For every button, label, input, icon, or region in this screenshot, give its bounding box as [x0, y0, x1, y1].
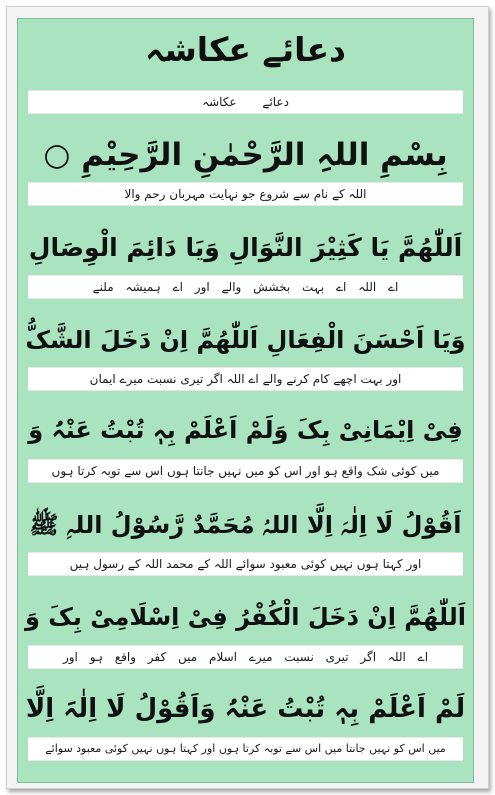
arabic-line-3: وَیَا اَحْسَنَ الْفِعَالِ اَللّٰھُمَّ اِنْ دَخَلَ الشَّکُّ	[25, 326, 466, 354]
translation-line-5: اور کہتا ہوں نہیں کوئی معبود سوائے اللہ کے محمد اللہ کے رسول ہیں	[28, 552, 463, 576]
translation-line-0: دعائے عکاشہ	[28, 90, 463, 114]
arabic-line-1: بِسْمِ اللہِ الرَّحْمٰنِ الرَّحِیْمِ ○	[43, 137, 448, 173]
translation-line-3: اور بہت اچھے کام کرنے والے اے اللہ اگر تیری نسبت میرے ایمان	[28, 367, 463, 391]
translation-line-1: اللہ کے نام سے شروع جو نہایت مہربان رحم والا	[28, 182, 463, 206]
translation-line-7: میں اس کو نہیں جانتا میں اس سے توبہ کرتا ہوں اور کہتا ہوں نہیں کوئی معبود سوائے	[28, 737, 463, 761]
arabic-line-4: فِیْ اِیْمَانِیْ بِکَ وَلَمْ اَعْلَمْ بِہٖ تُبْتُ عَنْہُ وَ	[28, 416, 463, 444]
arabic-line-7: لَمْ اَعْلَمْ بِہٖ تُبْتُ عَنْہُ وَاَقُوْلُ لَا اِلٰہَ اِلَّا	[25, 694, 466, 724]
arabic-line-5: اَقُوْلُ لَا اِلٰہَ اِلَّا اللہُ مُحَمَّدٌ رَّسُوْلُ اللہِ ﷺ	[29, 511, 462, 539]
dua-title: دعائے عکاشہ	[145, 30, 346, 69]
arabic-line-2: اَللّٰھُمَّ یَا کَثِیْرَ النَّوَالِ وَیَا دَائِمَ الْوِصَالِ	[28, 233, 463, 262]
dua-page	[17, 18, 474, 783]
translation-line-4: میں کوئی شک واقع ہو اور اس کو میں نہیں جانتا ہوں اس سے توبہ کرتا ہوں	[28, 459, 463, 483]
translation-line-6: اے اللہ اگر تیری نسبت میرے اسلام میں کفر واقع ہو اور	[28, 645, 463, 669]
translation-line-2: اے اللہ اے بہت بخشش والے اور اے ہمیشہ ملنے	[28, 275, 463, 299]
arabic-line-6: اَللّٰھُمَّ اِنْ دَخَلَ الْکُفْرُ فِیْ اِسْلَامِیْ بِکَ وَ	[24, 603, 467, 631]
